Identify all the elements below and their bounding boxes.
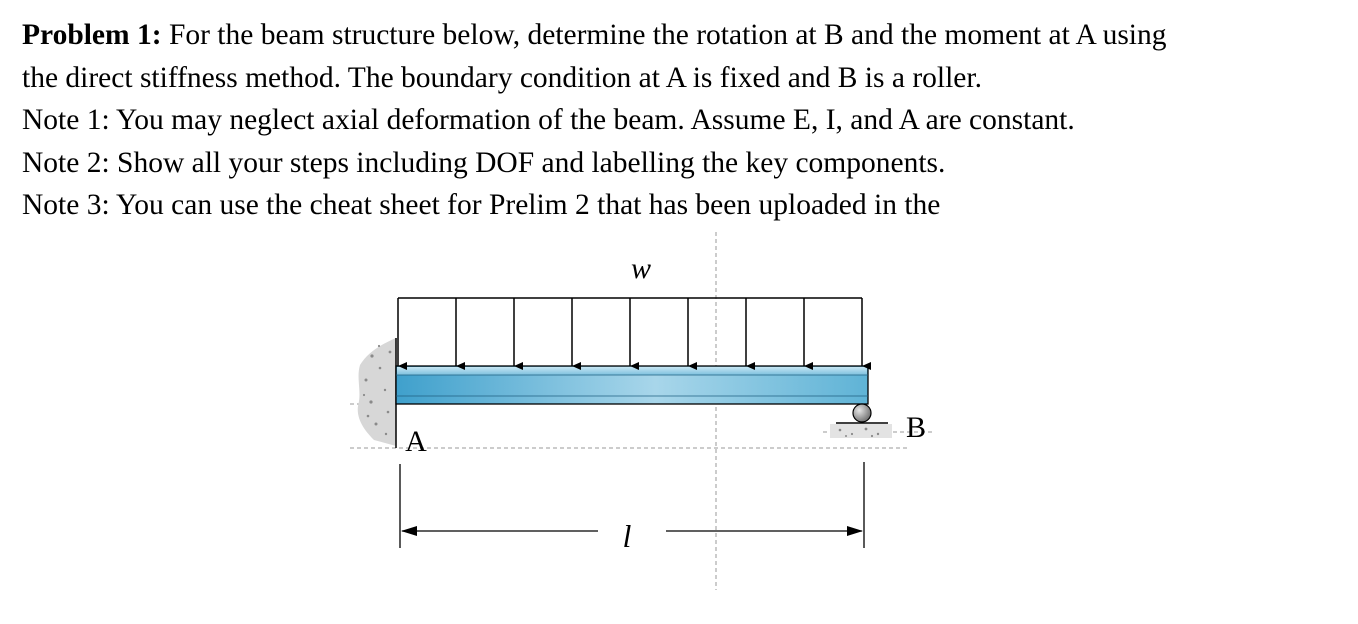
roller-support-b <box>830 404 892 438</box>
roller-wheel <box>853 404 871 422</box>
beam-top-flange <box>397 367 867 375</box>
wall-hatch <box>358 338 396 446</box>
beam <box>396 366 868 404</box>
problem-heading: Problem 1: <box>22 19 162 51</box>
note-1: Note 1: You may neglect axial deformation of the beam. Assume E, I, and A are constant. <box>22 104 1075 136</box>
note-3: Note 3: You can use the cheat sheet for Prelim 2 that has been uploaded in the <box>22 189 941 221</box>
length-label: l <box>622 518 632 554</box>
fixed-support-a <box>358 338 396 448</box>
statement-text-1: For the beam structure below, determine the rotation at B and the moment at A using <box>168 19 1167 51</box>
support-a-label: A <box>405 425 427 458</box>
statement-line-2: the direct stiffness method. The boundary condition at A is fixed and B is a roller. <box>22 61 982 94</box>
dimension-arrow-left <box>401 526 417 536</box>
note-2: Note 2: Show all your steps including DOF and labelling the key components. <box>22 146 946 179</box>
dimension-arrow-right <box>847 526 863 536</box>
reference-dashed-lines <box>350 232 935 590</box>
dimension-line <box>400 462 864 548</box>
load-label: w <box>630 252 652 285</box>
distributed-load <box>398 298 862 366</box>
support-b-label: B <box>905 411 927 444</box>
